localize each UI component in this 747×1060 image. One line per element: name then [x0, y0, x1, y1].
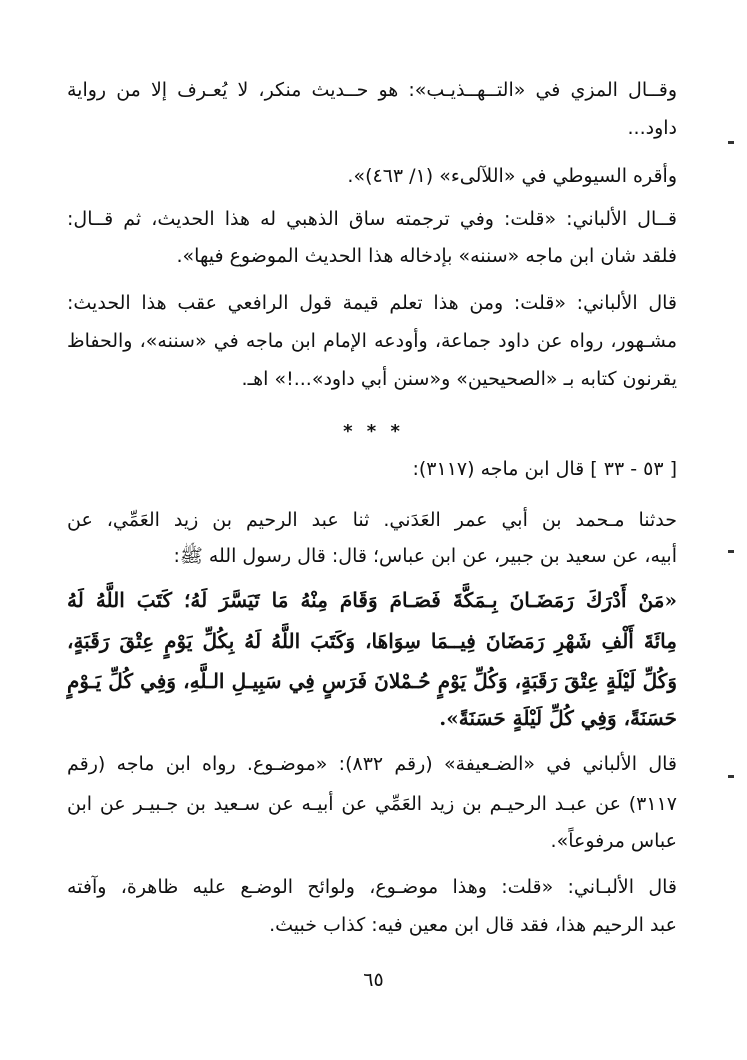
text-line: داود... — [627, 117, 677, 139]
isnad-line: حدثنا مـحمد بن أبي عمر العَدَني. ثنا عبد الرحيم بن زيد العَمِّي، عن — [67, 509, 677, 531]
text-line: قال الألباني: «قلت: ومن هذا تعلم قيمة قول الرافعي عقب هذا الحديث: — [67, 292, 677, 314]
text-line: قــال الألباني: «قلت: وفي ترجمته ساق الذهبي له هذا الحديث، ثم قــال: — [67, 208, 677, 230]
isnad-line: أبيه، عن سعيد بن جبير، عن ابن عباس؛ قال: قال رسول الله ﷺ: — [173, 545, 677, 567]
text-line: عبد الرحيم هذا، فقد قال ابن معين فيه: كذاب خبيث. — [269, 914, 677, 936]
hadith-text-line: حَسَنَةً، وَفِي كُلِّ لَيْلَةٍ حَسَنَةً». — [439, 706, 677, 730]
text-line: قال الألباني في «الضـعيفة» (رقم ٨٣٢): «موضـوع. رواه ابن ماجه (رقم — [67, 753, 677, 775]
scan-mark — [728, 141, 734, 144]
text-line: قال الألبـاني: «قلت: وهذا موضـوع، ولوائح الوضـع عليه ظاهرة، وآفته — [67, 876, 677, 898]
hadith-text-line: «مَنْ أَدْرَكَ رَمَضَـانَ بِـمَكَّةَ فَصَـامَ وَقَامَ مِنْهُ مَا تَيَسَّرَ لَهُ؛ كَتَبَ اللَّهُ لَهُ — [67, 588, 677, 612]
text-line: ٣١١٧) عن عبـد الرحيـم بن زيد العَمِّي عن أبيـه عن سـعيد بن جـبيـر عن ابن — [67, 793, 677, 815]
section-separator: * * * — [343, 421, 404, 442]
text-line: فلقد شان ابن ماجه «سننه» بإدخاله هذا الحديث الموضوع فيها». — [176, 245, 677, 267]
text-line: وقــال المزي في «التــهــذيـب»: هو حــديث منكر، لا يُعـرف إلا من رواية — [67, 79, 677, 101]
hadith-text-line: وَكُلِّ لَيْلَةٍ عِتْقَ رَقَبَةٍ، وَكُلِّ يَوْمٍ حُـمْلانَ فَرَسٍ فِي سَبِيـلِ الـلَّهِ، وَفِي كُلِّ يَـوْمٍ — [67, 669, 677, 693]
scan-mark — [728, 775, 734, 778]
text-line: يقرنون كتابه بـ «الصحيحين» و«سنن أبي داود»...!» اهـ. — [241, 368, 677, 390]
text-line: مشـهور، رواه عن داود جماعة، وأودعه الإمام ابن ماجه في «سننه»، والحفاظ — [67, 330, 677, 352]
page-number: ٦٥ — [363, 969, 384, 991]
scan-mark — [728, 550, 734, 553]
text-line: عباس مرفوعاً». — [550, 830, 677, 852]
text-line: وأقره السيوطي في «اللآلىء» (١/ ٤٦٣)». — [347, 165, 677, 187]
hadith-text-line: مِائَةَ أَلْفِ شَهْرِ رَمَضَانَ فِيــمَا سِوَاهَا، وَكَتَبَ اللَّهُ لَهُ بِكُلِّ يَوْمٍ عِتْقَ رَقَبَةٍ، — [67, 629, 677, 653]
entry-heading: [ ٥٣ - ٣٣ ] قال ابن ماجه (٣١١٧): — [412, 458, 677, 480]
